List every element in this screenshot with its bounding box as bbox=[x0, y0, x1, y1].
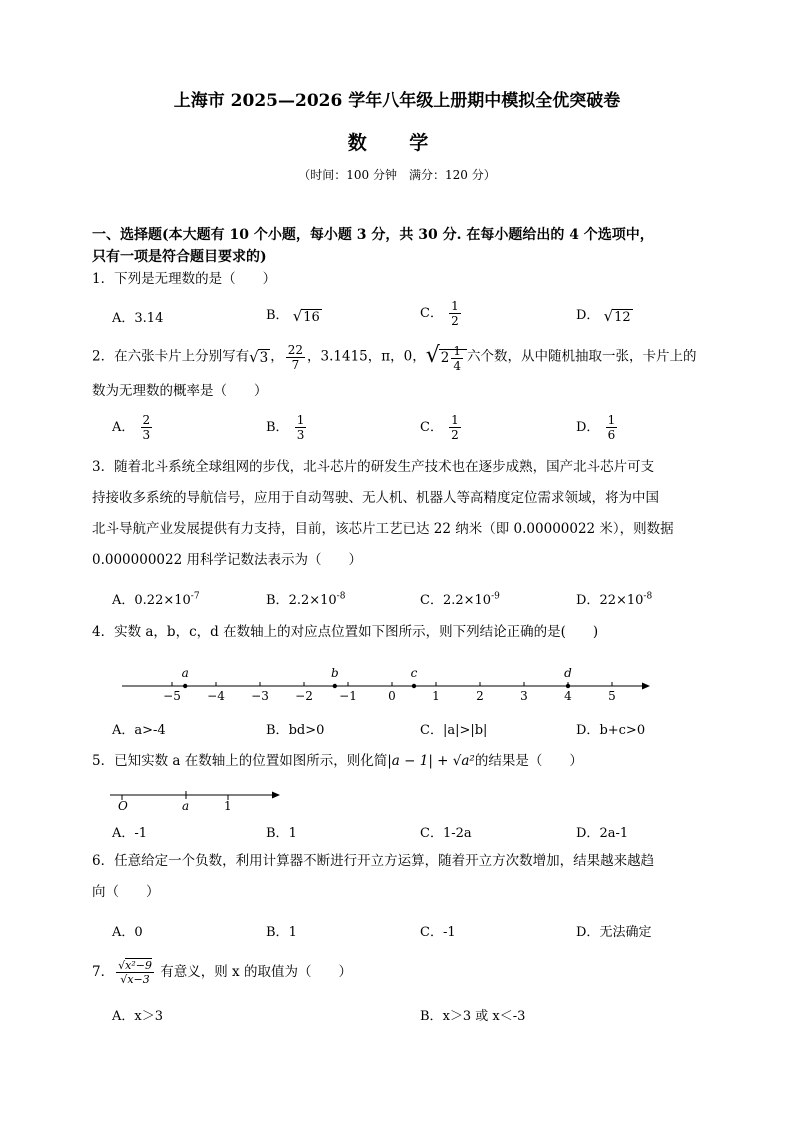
option-label: C． bbox=[420, 925, 443, 940]
q7-number: 7． bbox=[92, 964, 115, 980]
q1-option-d[interactable] bbox=[576, 304, 633, 325]
denominator: 2 bbox=[451, 314, 459, 328]
q6-line2: 向（ ） bbox=[92, 884, 160, 900]
radicand: x−3 bbox=[127, 973, 150, 986]
q3-option-b[interactable] bbox=[266, 589, 345, 608]
option-label: B． bbox=[266, 826, 289, 841]
q2-mid: ，3.1415，π，0， bbox=[307, 348, 426, 365]
q3-line4: 0.000000022 用科学记数法表示为（ ） bbox=[92, 552, 362, 568]
option-label: D． bbox=[576, 308, 600, 323]
denominator: 2 bbox=[451, 428, 459, 442]
tick-label: −5 bbox=[163, 689, 181, 702]
denominator: 3 bbox=[142, 428, 151, 442]
q1-option-b[interactable] bbox=[266, 304, 322, 325]
q4-option-b[interactable] bbox=[266, 719, 324, 738]
q1-option-a[interactable] bbox=[112, 307, 163, 326]
q3-option-c[interactable] bbox=[420, 589, 500, 608]
radical-sign: √ bbox=[292, 306, 303, 325]
option-text: 2.2×10 bbox=[442, 593, 492, 608]
tick-label: −1 bbox=[339, 689, 357, 702]
fraction bbox=[451, 345, 463, 372]
q2-option-d[interactable] bbox=[576, 414, 619, 441]
option-label: B． bbox=[266, 308, 289, 323]
q6-option-a[interactable] bbox=[112, 921, 143, 940]
option-label: A． bbox=[112, 311, 135, 326]
q5-number-line bbox=[108, 786, 288, 812]
denominator: 3 bbox=[296, 428, 305, 442]
option-label: A． bbox=[112, 925, 135, 940]
q7-post: 有意义，则 x 的取值为（ ） bbox=[160, 964, 352, 980]
section-header-line1: 一、选择题(本大题有 10 个小题，每小题 3 分，共 30 分. 在每小题给出的 4 个选项中， bbox=[92, 227, 654, 243]
time-info: （时间：100 分钟 满分：120 分） bbox=[298, 168, 496, 182]
point-a bbox=[183, 684, 187, 688]
fraction bbox=[141, 414, 153, 441]
tick-label: −4 bbox=[207, 689, 225, 702]
tick-label: 2 bbox=[476, 689, 484, 702]
q6-option-b[interactable] bbox=[266, 921, 297, 940]
q2-option-c[interactable] bbox=[420, 414, 463, 441]
option-text: bd>0 bbox=[288, 723, 325, 738]
option-text: 0.22×10 bbox=[134, 593, 191, 608]
option-label: C． bbox=[420, 306, 443, 321]
tick-label: 5 bbox=[608, 689, 616, 702]
option-text: -1 bbox=[442, 925, 456, 940]
option-label: A． bbox=[112, 420, 135, 435]
numerator: 22 bbox=[287, 342, 304, 357]
option-text: |a|>|b| bbox=[442, 723, 488, 738]
option-label: A． bbox=[112, 593, 135, 608]
q6-line1: 6．任意给定一个负数，利用计算器不断进行开立方运算，随着开立方次数增加，结果越来越趋 bbox=[92, 853, 655, 869]
point-b bbox=[333, 684, 337, 688]
numerator: 1 bbox=[607, 413, 616, 427]
option-text: 2.2×10 bbox=[288, 593, 337, 608]
option-text: x＞3 bbox=[134, 1009, 163, 1024]
option-text: x＞3 或 x＜-3 bbox=[442, 1009, 526, 1024]
numerator: 1 bbox=[451, 299, 459, 313]
option-label: D． bbox=[576, 593, 600, 608]
radical-sign: √ bbox=[603, 306, 614, 325]
question-5-stem bbox=[92, 746, 712, 777]
radical-sign: √ bbox=[249, 347, 259, 366]
origin-label: O bbox=[118, 799, 128, 812]
option-label: B． bbox=[266, 420, 289, 435]
option-label: B． bbox=[266, 925, 289, 940]
exponent: -7 bbox=[190, 591, 200, 602]
option-text: a>-4 bbox=[134, 723, 166, 738]
question-6-stem bbox=[92, 846, 712, 908]
q4-number-line bbox=[110, 660, 670, 702]
q7-option-a[interactable] bbox=[112, 1005, 163, 1024]
tick-label: 1 bbox=[432, 689, 440, 702]
denominator: 4 bbox=[453, 359, 461, 373]
q5-option-b[interactable] bbox=[266, 822, 297, 841]
q5-option-a[interactable] bbox=[112, 822, 147, 841]
tick-label: 4 bbox=[564, 689, 572, 702]
question-7-stem bbox=[92, 952, 712, 992]
point-d bbox=[566, 684, 570, 688]
fraction bbox=[449, 300, 461, 327]
axis-arrow bbox=[642, 683, 650, 690]
tick-label: −2 bbox=[295, 689, 313, 702]
question-2-stem-line2: 数为无理数的概率是（ ） bbox=[92, 383, 268, 399]
denominator: 7 bbox=[291, 357, 300, 372]
q7-option-b[interactable] bbox=[420, 1005, 525, 1024]
sqrt-expression bbox=[293, 307, 322, 325]
option-label: B． bbox=[420, 1009, 443, 1024]
q3-option-d[interactable] bbox=[576, 589, 652, 608]
q3-line1: 3．随着北斗系统全球组网的步伐，北斗芯片的研发生产技术也在逐步成熟，国产北斗芯片可支 bbox=[92, 459, 655, 475]
sqrt-expression bbox=[249, 341, 270, 374]
option-label: D． bbox=[576, 723, 600, 738]
numerator: 1 bbox=[453, 344, 461, 358]
point-c bbox=[412, 684, 416, 688]
question-1-stem: 1．下列是无理数的是（ ） bbox=[92, 271, 277, 287]
point-label-c: c bbox=[410, 666, 418, 680]
option-label: D． bbox=[576, 420, 600, 435]
q4-option-c[interactable] bbox=[420, 719, 487, 738]
question-2-stem-line1: 2．在六张卡片上分别写有√3 ， $\frac{22}{7}$ ，3.1415，π，0，√2 $\frac{1}{4}$ 六个数，从中随机抽取一张，卡片上的 bbox=[92, 340, 712, 374]
denominator: √x−3 bbox=[120, 973, 150, 986]
q3-line3: 北斗导航产业发展提供有力支持，目前，该芯片工艺已达 22 纳米（即 0.00000022 米），则数据 bbox=[92, 521, 674, 537]
fraction bbox=[606, 414, 618, 441]
fraction bbox=[286, 344, 305, 371]
q3-option-a[interactable] bbox=[112, 589, 200, 608]
q2-post: 六个数，从中随机抽取一张，卡片上的 bbox=[467, 348, 697, 365]
numerator: 2 bbox=[142, 413, 151, 427]
point-a-label: a bbox=[182, 799, 190, 812]
radicand bbox=[439, 344, 467, 373]
option-text: 1-2a bbox=[442, 826, 472, 841]
option-text: -1 bbox=[134, 826, 148, 841]
point-label-d: d bbox=[564, 666, 572, 680]
option-label: D． bbox=[576, 826, 600, 841]
question-4-stem: 4．实数 a，b，c，d 在数轴上的对应点位置如下图所示，则下列结论正确的是( ) bbox=[92, 624, 599, 640]
q5-expression: |a − 1| + √a² bbox=[387, 753, 475, 769]
point-label-b: b bbox=[330, 666, 339, 680]
option-label: A． bbox=[112, 1009, 135, 1024]
section-header-line2: 只有一项是符合题目要求的) bbox=[92, 249, 267, 265]
section-header bbox=[92, 224, 712, 268]
exponent: -8 bbox=[336, 591, 346, 602]
option-label: A． bbox=[112, 826, 135, 841]
q3-line2: 持接收多系统的导航信号，应用于自动驾驶、无人机、机器人等高精度定位需求领域，将为中国 bbox=[92, 490, 659, 506]
numerator: 1 bbox=[451, 413, 459, 427]
radical-sign: √ bbox=[425, 343, 440, 368]
q5-option-c[interactable] bbox=[420, 822, 472, 841]
tick-label: −3 bbox=[251, 689, 269, 702]
q6-option-d[interactable] bbox=[576, 921, 651, 940]
option-label: C． bbox=[420, 723, 443, 738]
option-label: A． bbox=[112, 723, 135, 738]
one-label: 1 bbox=[224, 799, 232, 812]
option-text: 0 bbox=[134, 925, 143, 940]
q5-pre: 5．已知实数 a 在数轴上的位置如图所示，则化简 bbox=[92, 753, 388, 769]
fraction bbox=[449, 414, 461, 441]
option-label: C． bbox=[420, 593, 443, 608]
radicand: 16 bbox=[303, 309, 320, 325]
mixed-whole: 2 bbox=[440, 350, 450, 366]
q2-option-b[interactable] bbox=[266, 414, 308, 441]
option-text: 3.14 bbox=[134, 311, 164, 326]
q4-option-d[interactable] bbox=[576, 719, 645, 738]
fraction bbox=[295, 414, 307, 441]
axis-arrow bbox=[272, 792, 280, 799]
q5-post: 的结果是（ ） bbox=[474, 753, 583, 769]
option-text: 1 bbox=[288, 925, 297, 940]
subject-title: 数 学 bbox=[347, 132, 447, 154]
radicand: 3 bbox=[259, 349, 269, 366]
q5-option-d[interactable] bbox=[576, 822, 628, 841]
sqrt-expression bbox=[426, 340, 467, 374]
radicand: 12 bbox=[614, 309, 631, 325]
point-label-a: a bbox=[181, 666, 189, 680]
exponent: -8 bbox=[643, 591, 653, 602]
q2-pre: 2．在六张卡片上分别写有 bbox=[92, 348, 250, 365]
option-label: C． bbox=[420, 420, 443, 435]
option-label: C． bbox=[420, 826, 443, 841]
question-3-stem bbox=[92, 452, 712, 576]
option-label: B． bbox=[266, 593, 289, 608]
q1-option-c[interactable] bbox=[420, 300, 463, 327]
q2-option-a[interactable] bbox=[112, 414, 154, 441]
tick-label: 0 bbox=[388, 689, 396, 702]
numerator: 1 bbox=[296, 413, 305, 427]
sqrt-expression bbox=[604, 307, 633, 325]
option-text: b+c>0 bbox=[599, 723, 646, 738]
option-label: B． bbox=[266, 723, 289, 738]
radicand: x²−9 bbox=[125, 959, 152, 972]
tick-label: 3 bbox=[520, 689, 528, 702]
q6-option-c[interactable] bbox=[420, 921, 456, 940]
option-text: 1 bbox=[288, 826, 297, 841]
option-label: D． bbox=[576, 925, 600, 940]
denominator: 6 bbox=[607, 428, 616, 442]
paper-title: 上海市 2025—2026 学年八年级上册期中模拟全优突破卷 bbox=[173, 91, 621, 111]
option-text: 22×10 bbox=[599, 593, 644, 608]
fraction bbox=[116, 960, 154, 985]
numerator: √x²−9 bbox=[118, 959, 152, 972]
q4-option-a[interactable] bbox=[112, 719, 166, 738]
option-text: 2a-1 bbox=[599, 826, 629, 841]
exponent: -9 bbox=[491, 591, 500, 602]
option-text: 无法确定 bbox=[599, 925, 652, 940]
